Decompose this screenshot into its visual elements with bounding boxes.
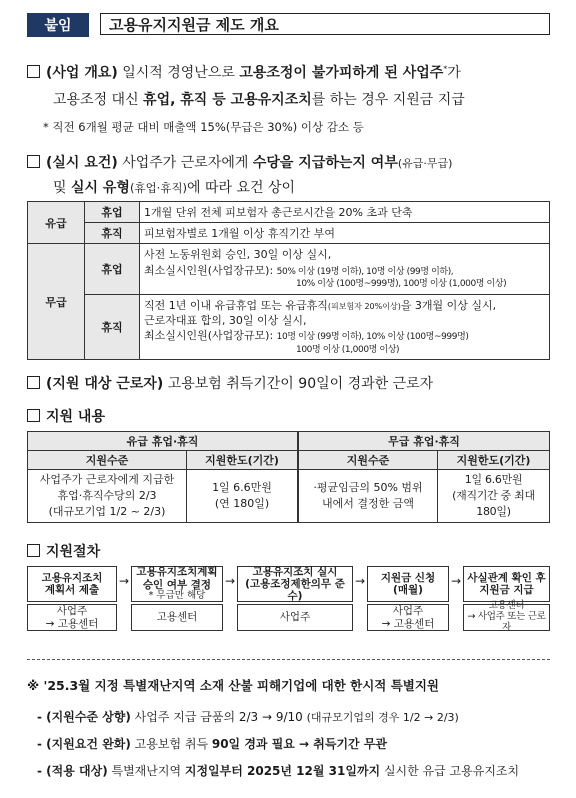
- leave-cell: 휴업: [85, 244, 140, 295]
- attachment-tag: 붙임: [27, 13, 89, 37]
- flow-step-4-actor: [367, 604, 449, 631]
- target-line: [27, 373, 433, 393]
- arrow-icon: →: [355, 574, 366, 588]
- flow-step-2: [131, 566, 223, 602]
- table-row: [28, 451, 550, 470]
- special-item-2: [37, 735, 387, 752]
- level-head: 지원수준: [298, 451, 438, 470]
- level-head: 지원수준: [28, 451, 187, 470]
- table-row: [28, 470, 550, 523]
- arrow-icon: →: [225, 574, 236, 588]
- unpaid-leave-2a: 최소실시인원(사업장규모):: [144, 263, 277, 277]
- flow-step-1-sub1: 사업주: [56, 605, 88, 618]
- special-item-3-label: - (적용 대상): [37, 764, 108, 778]
- overview-line2b: 휴업, 휴직 등 고용유지조치: [143, 92, 312, 108]
- paid-level-2: 휴업·휴직수당의 2/3: [57, 489, 157, 503]
- overview-text: 일시적 경영난으로: [117, 65, 240, 81]
- limit-head: 지원한도(기간): [438, 451, 550, 470]
- support-table: [27, 431, 550, 523]
- special-item-1-text: 사업주 지급 금품의 2/3 → 9/10: [130, 710, 307, 724]
- unpaid-limit-1: 1일 6.6만원: [464, 473, 523, 487]
- unpaid-leave-3: 10% 이상 (100명~999명), 100명 이상 (1,000명 이상): [296, 279, 507, 290]
- requirements-bold: 수당을 지급하는지 여부: [252, 155, 398, 171]
- overview-line2a: 고용조정 대신: [53, 92, 144, 108]
- page-title: [100, 13, 550, 35]
- flow-step-2-l1: 고용유지조치계획: [136, 566, 218, 579]
- unpaid-leave-cell: [140, 244, 550, 295]
- requirements-line2b: 실시 유형: [70, 180, 130, 196]
- flow-step-5-sub1: 고용센터: [488, 600, 525, 612]
- absence-cell: 휴직: [85, 295, 140, 360]
- overview-note: * 직전 6개월 평균 대비 매출액 15%(무급은 30%) 이상 감소 등: [43, 120, 364, 134]
- paid-limit-1: 1일 6.6만원: [212, 481, 272, 495]
- special-item-3-text: 특별재난지역: [107, 764, 185, 778]
- table-row: [28, 295, 550, 360]
- overview-line2c: 를 하는 경우 지원금 지급: [311, 92, 465, 108]
- checkbox-square-icon: [27, 376, 40, 389]
- unpaid-leave-2b: 50% 이상 (19명 이하), 10명 이상 (99명 이하),: [276, 266, 454, 277]
- unpaid-cell: 무급: [28, 244, 85, 360]
- paid-leave-cell: 1개월 단위 전체 피보험자 총근로시간을 20% 초과 단축: [140, 202, 550, 223]
- requirements-table: [27, 201, 550, 360]
- special-item-3-text2: 실시한 유급 고용유지조치: [380, 764, 520, 778]
- unpaid-limit-cell: [438, 470, 550, 523]
- support-title-line: [27, 406, 105, 426]
- flow-step-3: [237, 566, 353, 602]
- special-item-2-bold: 90일 경과 필요 → 취득기간 무관: [211, 737, 388, 751]
- paid-level-3: (대규모기업 1/2 ~ 2/3): [48, 504, 166, 518]
- flow-step-1-actor: [27, 604, 117, 631]
- table-row: [28, 244, 550, 295]
- paid-limit-cell: [187, 470, 299, 523]
- unpaid-level-2: 내에서 결정한 금액: [321, 497, 414, 510]
- unpaid-abs-2: 근로자대표 합의, 30일 이상 실시,: [144, 313, 307, 327]
- arrow-icon: →: [119, 574, 130, 588]
- dashed-divider: [27, 659, 550, 660]
- unpaid-leave-1: 사전 노동위원회 승인, 30일 이상 실시,: [144, 248, 332, 262]
- unpaid-limit-2: (재직기간 중 최대 180일): [452, 489, 535, 518]
- flow-step-4-sub1: 사업주: [392, 605, 424, 618]
- special-item-3: [37, 762, 519, 779]
- limit-head: 지원한도(기간): [187, 451, 299, 470]
- paid-level-cell: [28, 470, 187, 523]
- leave-cell: 휴업: [85, 202, 140, 223]
- checkbox-square-icon: [27, 544, 40, 557]
- unpaid-abs-3a: 최소실시인원(사업장규모):: [144, 329, 277, 343]
- table-row: [28, 223, 550, 244]
- flow-step-4: [367, 566, 449, 602]
- flow-step-5-l2: 지원금 지급: [479, 584, 534, 596]
- checkbox-square-icon: [27, 65, 40, 78]
- overview-sup: *: [443, 64, 448, 74]
- flow-step-5: [463, 566, 550, 602]
- target-text: 고용보험 취득기간이 90일이 경과한 근로자: [163, 376, 434, 392]
- flow-step-1: [27, 566, 117, 602]
- flow-step-4-sub2: → 고용센터: [381, 617, 435, 630]
- overview-label: (사업 개요): [46, 65, 118, 81]
- special-item-2-label: - (지원요건 완화): [37, 737, 131, 751]
- flow-step-3-l1: 고용유지조치 실시: [252, 565, 338, 578]
- flow-step-1-l1: 고용유지조치: [41, 571, 103, 584]
- requirements-line: [27, 152, 452, 172]
- unpaid-level-cell: [298, 470, 438, 523]
- requirements-line2d: 에 따라 요건 상이: [187, 180, 296, 196]
- requirements-line2: [53, 177, 295, 197]
- flow-step-5-actor: [463, 600, 550, 633]
- arrow-icon: →: [451, 574, 462, 588]
- flow-step-3-actor: [237, 604, 353, 631]
- requirements-text: 사업주가 근로자에게: [117, 155, 253, 171]
- flow-step-5-l1: 사실관계 확인 후: [467, 571, 546, 584]
- flow-step-1-l2: 계획서 제출: [44, 584, 100, 596]
- paid-head-cell: 유급 휴업·휴직: [28, 432, 299, 451]
- requirements-line2a: 및: [53, 180, 71, 196]
- unpaid-abs-1c: 을 3개월 이상 실시,: [400, 298, 497, 312]
- paid-limit-2: (연 180일): [214, 497, 270, 510]
- flow-step-4-l1: 지원금 신청: [380, 571, 436, 584]
- unpaid-head-cell: 무급 휴업·휴직: [298, 432, 550, 451]
- paid-absence-cell: 피보험자별로 1개월 이상 휴직기간 부여: [140, 223, 550, 244]
- paid-level-1: 사업주가 근로자에게 지급한: [39, 473, 175, 487]
- flow-step-2-sub1: 고용센터: [156, 611, 198, 624]
- flow-step-2-l2: 승인 여부 결정: [142, 578, 212, 591]
- flow-step-3-l2: (고용조정제한의무 준수): [245, 577, 345, 603]
- checkbox-square-icon: [27, 155, 40, 168]
- flow-step-4-l2: (매월): [393, 584, 423, 596]
- paid-cell: 유급: [28, 202, 85, 244]
- unpaid-level-1: ·평균임금의 50% 범위: [313, 481, 423, 495]
- flow-step-2-l3: * 무급만 해당: [148, 589, 206, 601]
- support-title: 지원 내용: [46, 409, 105, 425]
- unpaid-abs-4: 100명 이상 (1,000명 이상): [296, 344, 400, 355]
- requirements-small: (유급·무급): [397, 157, 453, 170]
- unpaid-abs-1b: (피보험자 20%이상): [327, 301, 401, 311]
- flow-step-3-sub1: 사업주: [279, 611, 311, 624]
- special-title: ※ '25.3월 지정 특별재난지역 소재 산불 피해기업에 대한 한시적 특별지원: [27, 678, 440, 693]
- unpaid-abs-3b: 10명 이상 (99명 이하), 10% 이상 (100명~999명): [276, 332, 469, 343]
- special-item-2-text: 고용보험 취득: [130, 737, 212, 751]
- special-item-1: [37, 708, 459, 725]
- checkbox-square-icon: [27, 409, 40, 422]
- overview-line2: [53, 89, 465, 109]
- table-row: [28, 432, 550, 451]
- special-item-3-bold: 지정일부터 2025년 12월 31일까지: [184, 764, 381, 778]
- absence-cell: 휴직: [85, 223, 140, 244]
- overview-text2: 가: [447, 65, 461, 81]
- target-label: (지원 대상 근로자): [46, 376, 164, 392]
- unpaid-abs-1a: 직전 1년 이내 유급휴업 또는 유급휴직: [144, 298, 328, 312]
- table-row: [28, 202, 550, 223]
- special-item-1-label: - (지원수준 상향): [37, 710, 131, 724]
- special-item-1-small: (대규모기업의 경우 1/2 → 2/3): [306, 711, 459, 724]
- overview-bold: 고용조정이 불가피하게 된 사업주: [239, 65, 444, 81]
- requirements-label: (실시 요건): [46, 155, 118, 171]
- requirements-line2c: (휴업·휴직): [129, 181, 188, 195]
- procedure-title-line: [27, 541, 100, 561]
- flow-step-2-actor: [131, 604, 223, 631]
- unpaid-absence-cell: [140, 295, 550, 360]
- flow-step-1-sub2: → 고용센터: [45, 617, 99, 630]
- procedure-title: 지원절차: [46, 544, 101, 560]
- flow-step-5-sub2: → 사업주 또는 근로자: [467, 611, 546, 633]
- page-title-text: 고용유지지원금 제도 개요: [109, 15, 279, 34]
- overview-line: [27, 62, 461, 82]
